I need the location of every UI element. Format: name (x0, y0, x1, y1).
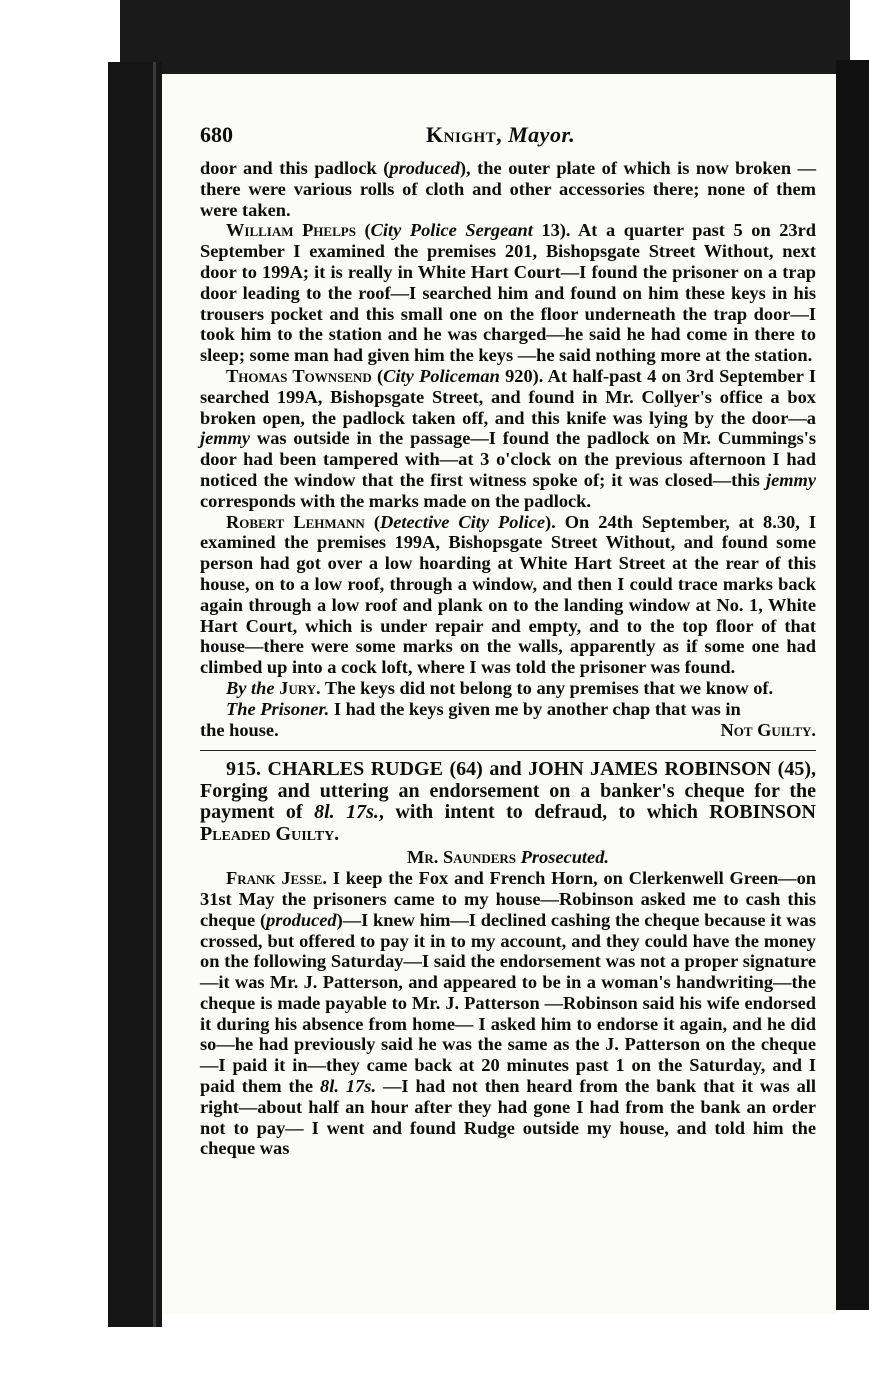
text: door and this padlock ( (200, 158, 390, 178)
text: )—I knew him—I declined cashing the cheque because it was crossed, but offered to pay it in to my account, and they could have the money on the following Saturday—I said the endorsement was not a proper signature—it was Mr. J. Patterson, and appeared to be in a woman's handwriting—the cheque is made payable to Mr. J. Patterson —Robinson said his wife endorsed it during his absence from home— I asked him to endorse it again, and he did so—he had previously said he was the same as the J. Patterson on the cheque—I paid it in—they came back at 20 minutes past 1 on the Saturday, and I paid them the (200, 909, 816, 1097)
running-head (426, 122, 575, 148)
top-shadow (120, 0, 850, 75)
right-page-edge (836, 60, 869, 1310)
text: I keep the Fox and French Horn, on Clerkenwell Green—on 31st May the prisoners came to my house—Robinson asked me to cash this cheque ( (200, 868, 817, 930)
italic-text: By the (226, 677, 275, 698)
book-page (162, 74, 836, 1314)
paragraph-continuation (200, 158, 816, 220)
italic-text: jemmy (765, 469, 816, 490)
witness-role: Detective City Police (379, 511, 546, 532)
testimony-townsend (200, 366, 816, 512)
verdict: Not Guilty. (720, 719, 816, 740)
speaker-label: Jury. (274, 677, 321, 698)
text: 13). At a quarter past 5 on 23rd September I examined the premises 201, Bishopsgate Street Without, next door to 199A; it is really in White Hart Court—I found the prisoner on a trap door leading to the roof—I searched him and found on him these keys in his trousers pocket and this small one on the floor underneath the trap door—I took him to the station and he was charged—he said he had come in there to sleep; some man had given him the keys —he said nothing more at the station. (200, 220, 817, 366)
text: 920). At half-past 4 on 3rd September I searched 199A, Bishopsgate Street, and found in Mr. Collyer's office a box broken open, the padlock taken off, and this knife was lying by the door—a (200, 365, 816, 428)
testimony-phelps (200, 220, 816, 366)
text: the house. (200, 719, 279, 740)
italic-text: 8l. 17s. (320, 1076, 377, 1097)
prosecutor-name: Mr. Saunders (407, 847, 517, 868)
prosecution-line (200, 847, 816, 868)
witness-name: Frank Jesse. (226, 868, 327, 889)
book-spine (108, 62, 162, 1327)
text: ). On 24th September, at 8.30, I examined the premises 199A, Bishopsgate Street Without, and found some person had got over a low hoarding at White Hart Street at the rear of this house, on to a low roof, through a window, and then I could trace marks back again through a low roof and plank on to the landing window at No. 1, White Hart Court, which is under repair and empty, and to the top floor of that house—there were some marks on the walls, apparently as if some one had climbed up into a cock loft, where I was told the prisoner was found. (200, 511, 816, 678)
italic-text: produced (266, 909, 337, 930)
verdict-line (200, 720, 816, 741)
running-head-role: Mayor. (508, 122, 576, 147)
italic-text: 8l. 17s. (314, 801, 379, 824)
witness-name: Thomas Townsend (226, 365, 372, 386)
text: was outside in the passage—I found the padlock on Mr. Cummings's door had been tampered with—at 3 o'clock on the previous afternoon I had noticed the window that the first witness spoke of; it was closed—this (200, 428, 816, 490)
text: —I had not then heard from the bank that it was all right—about half an hour after they had gone I had from the bank an order not to pay— I went and found Rudge outside my house, and told him the cheque was (200, 1076, 816, 1159)
witness-name: Robert Lehmann (226, 511, 365, 532)
text: corresponds with the marks made on the padlock. (200, 490, 591, 511)
text: ( (364, 511, 380, 532)
text: ( (371, 365, 384, 386)
testimony-lehmann (200, 512, 816, 678)
speaker-label: The Prisoner. (226, 698, 330, 719)
witness-name: William Phelps (226, 220, 356, 241)
testimony-jesse (200, 868, 816, 1159)
running-head-name: Knight, (426, 122, 503, 147)
jury-statement (200, 678, 816, 699)
text: ( (355, 220, 371, 241)
text: The keys did not belong to any premises that we know of. (320, 677, 774, 698)
witness-role: City Police Sergeant (370, 220, 533, 241)
witness-role: City Policeman (383, 365, 500, 386)
plea: Pleaded Guilty. (200, 822, 340, 845)
case-heading (200, 759, 816, 845)
italic-text: jemmy (200, 428, 251, 449)
text: 915. CHARLES RUDGE (64) and JOHN JAMES ROBINSON (45), Forging and uttering an endorsement on a banker's cheque for the payment of (200, 758, 816, 824)
text: , with intent to defraud, to which ROBINSON (378, 801, 816, 824)
page-number: 680 (200, 122, 233, 147)
page-header (200, 122, 816, 158)
text: ), the outer plate of which is now broken —there were various rolls of cloth and other accessories there; none of them were taken. (200, 158, 816, 220)
italic-text: produced (389, 158, 460, 178)
page-content (200, 122, 816, 1159)
italic-text: Prosecuted. (520, 847, 609, 868)
section-divider (200, 750, 816, 751)
text: I had the keys given me by another chap that was in (329, 698, 741, 719)
prisoner-statement (200, 699, 816, 720)
